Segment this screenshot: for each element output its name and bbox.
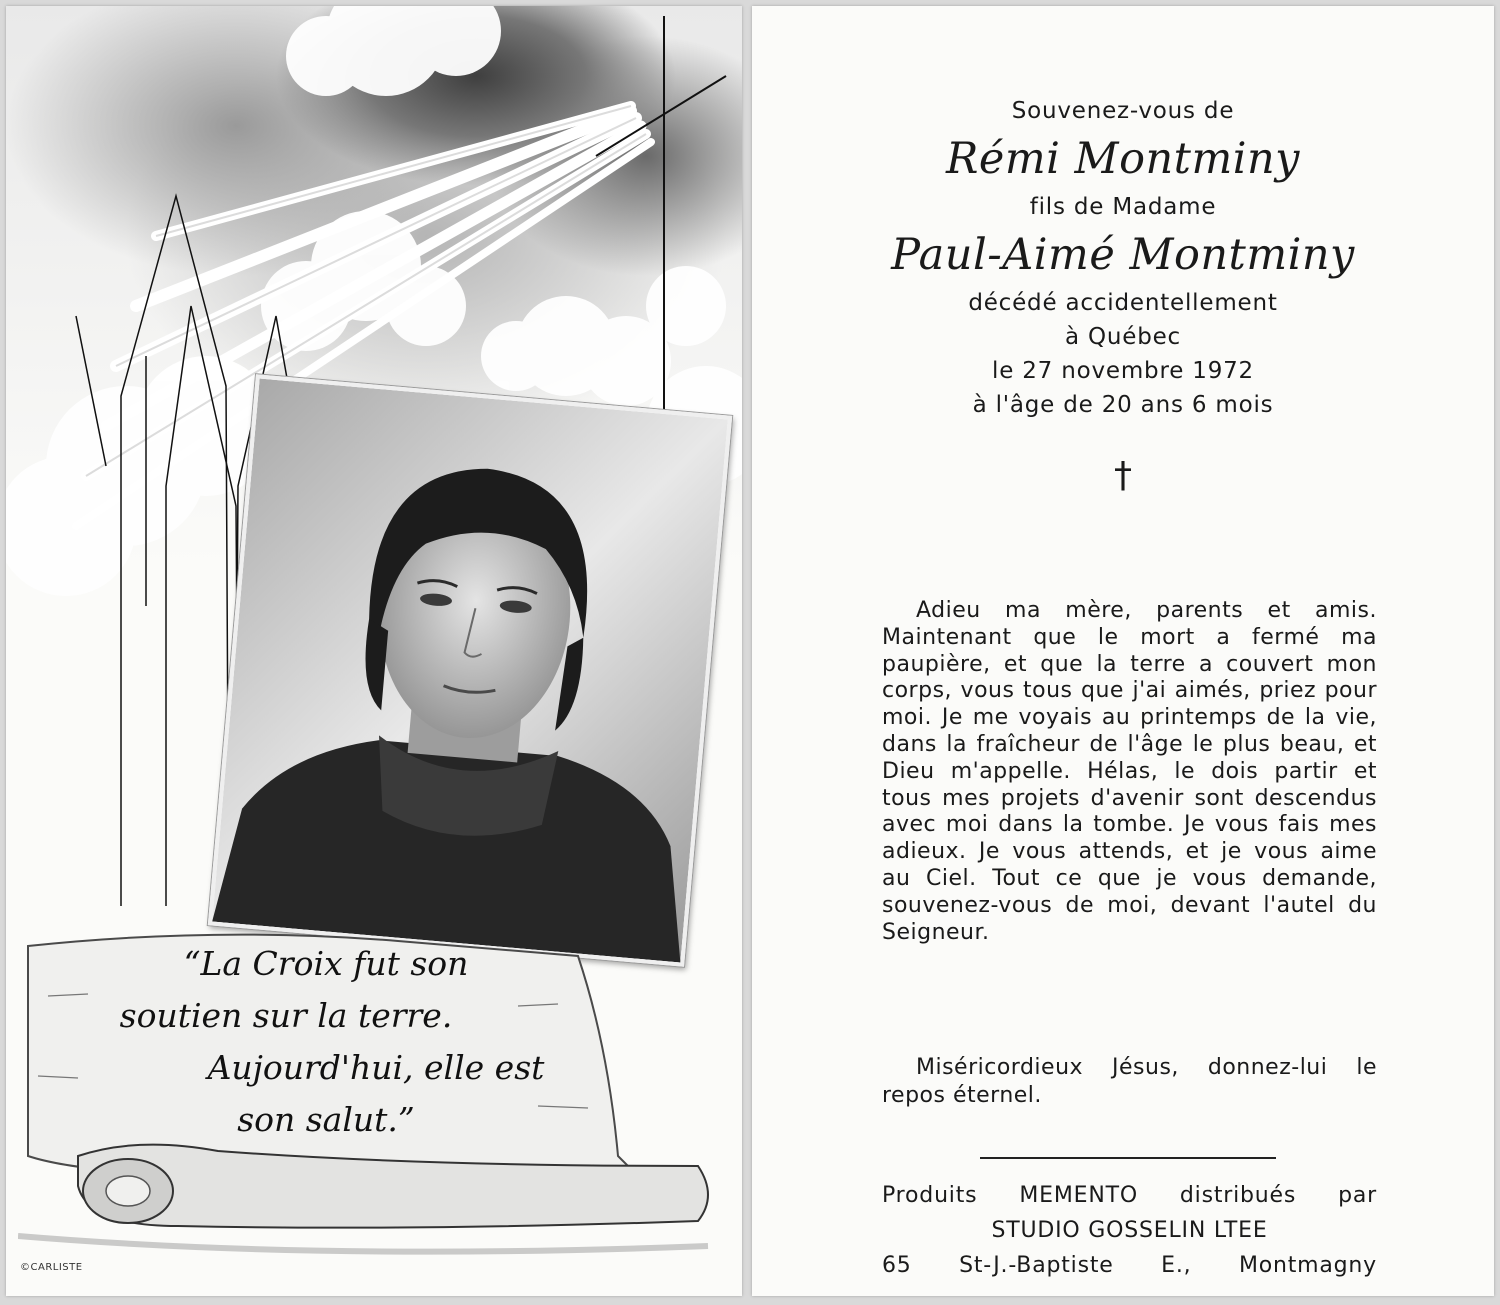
parent-name: Paul-Aimé Montminy [891,230,1355,280]
relation-text: fils de Madame [1029,194,1217,220]
credits-line-1: Produits MEMENTO distribués par [882,1183,1377,1208]
memorial-card-front [6,6,742,1296]
printer-credits [882,1178,1377,1283]
quote-line-1: “La Croix fut son [183,944,469,983]
farewell-poem: Adieu ma mère, parents et amis. Maintenant que le mort a fermé ma paupière, et que la terre a couvert mon corps, vous tous que j'ai aimés, priez pour moi. Je me voyais au printemps de la vie, dans la fraîcheur de l'âge le plus beau, et Dieu m'appelle. Hélas, le dois partir et tous mes projets d'avenir sont descendus avec moi dans la tombe. Je vous fais mes adieux. Je vous attends, et je vous aime au Ciel. Tout ce que je vous demande, souvenez-vous de moi, devant l'autel du Seigneur. [882,598,1377,945]
age-at-death: à l'âge de 20 ans 6 mois [972,392,1274,418]
copyright-mark: ©CARLISTE [20,1262,83,1273]
intro-text: Souvenez-vous de [1011,98,1235,124]
divider-line [980,1157,1276,1159]
prayer-text: Miséricordieux Jésus, donnez-lui le repos éternel. [882,1055,1377,1108]
death-date: le 27 novembre 1972 [992,358,1254,384]
portrait-photo [208,374,732,967]
memorial-header [752,94,1494,496]
quote-line-2: soutien sur la terre. [119,996,453,1035]
credits-line-3: 65 St-J.-Baptiste E., Montmagny [882,1253,1377,1278]
deceased-name: Rémi Montminy [946,134,1300,184]
scroll-quote [86,938,606,1146]
memorial-card-back [752,6,1494,1296]
quote-line-4: son salut.” [237,1100,415,1139]
credits-line-2: STUDIO GOSSELIN LTEE [991,1218,1268,1243]
cross-icon: † [1114,455,1132,496]
quote-line-3: Aujourd'hui, elle est [207,1048,545,1087]
death-place: à Québec [1064,324,1182,350]
death-line: décédé accidentellement [968,290,1278,316]
